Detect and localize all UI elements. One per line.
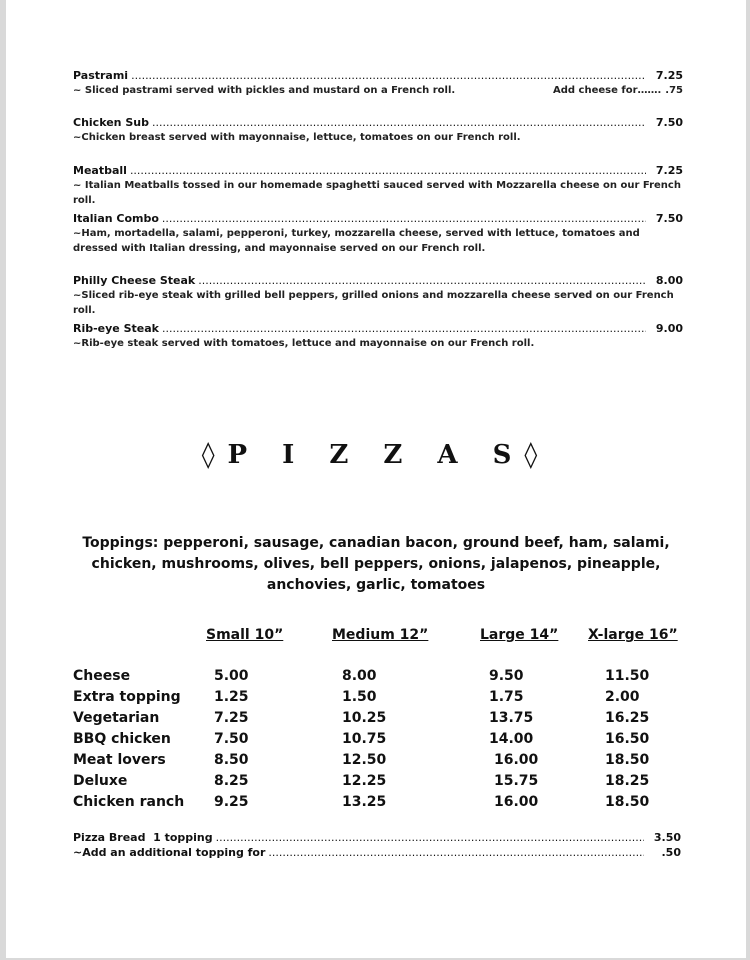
- price-small: 8.25: [214, 773, 249, 789]
- pizza-name: Extra topping: [73, 689, 181, 705]
- item-price: 7.25: [655, 164, 683, 177]
- price-small: 5.00: [214, 668, 249, 684]
- price-small: 1.25: [214, 689, 249, 705]
- price-large: 14.00: [489, 731, 534, 747]
- price-xlarge: 11.50: [605, 668, 650, 684]
- price-large: 13.75: [489, 710, 534, 726]
- item-price: 8.00: [655, 274, 683, 287]
- item-description: ~Sliced rib-eye steak with grilled bell peppers, grilled onions and mozzarella cheese served on our French roll.: [73, 290, 674, 316]
- item-price: 7.25: [655, 69, 683, 82]
- price-large: 9.50: [489, 668, 524, 684]
- price-medium: 13.25: [342, 794, 387, 810]
- menu-item-chicken-sub: [73, 115, 683, 145]
- item-price: 7.50: [655, 116, 683, 129]
- menu-page: [6, 0, 746, 958]
- size-header-xlarge: X-large 16”: [588, 627, 678, 643]
- price-medium: 12.50: [342, 752, 387, 768]
- price-xlarge: 2.00: [605, 689, 640, 705]
- price-large: 1.75: [489, 689, 524, 705]
- size-header-large: Large 14”: [480, 627, 559, 643]
- menu-item-italian-combo: [73, 211, 683, 256]
- extra-label: Add cheese for…….: [553, 85, 662, 96]
- price-medium: 10.75: [342, 731, 387, 747]
- pizzas-heading: ◊P I Z Z A S◊: [201, 440, 551, 470]
- extra-price: .75: [665, 85, 683, 96]
- item-name: Italian Combo: [73, 212, 159, 225]
- pizza-name: Vegetarian: [73, 710, 160, 726]
- item-description: ~Chicken breast served with mayonnaise, lettuce, tomatoes on our French roll.: [73, 132, 521, 143]
- item-description: ~Rib-eye steak served with tomatoes, lettuce and mayonnaise on our French roll.: [73, 338, 535, 349]
- pizza-bread-price: 3.50: [653, 831, 681, 844]
- pizza-name: Deluxe: [73, 773, 128, 789]
- additional-topping-label: ~Add an additional topping for: [73, 846, 266, 859]
- price-xlarge: 16.25: [605, 710, 650, 726]
- menu-item-rib-eye-steak: [73, 321, 683, 351]
- size-header-medium: Medium 12”: [332, 627, 429, 643]
- price-large: 16.00: [494, 794, 539, 810]
- price-small: 7.50: [214, 731, 249, 747]
- price-medium: 10.25: [342, 710, 387, 726]
- additional-topping-price: .50: [661, 846, 681, 859]
- item-price: 9.00: [655, 322, 683, 335]
- item-name: Pastrami: [73, 69, 129, 82]
- item-name: Meatball: [73, 164, 127, 177]
- item-name: Philly Cheese Steak: [73, 274, 196, 287]
- pizza-name: Meat lovers: [73, 752, 166, 768]
- price-medium: 8.00: [342, 668, 377, 684]
- item-description: ~Ham, mortadella, salami, pepperoni, turkey, mozzarella cheese, served with lettuce, tomatoes and dressed with Italian dressing, and mayonnaise served on our French roll.: [73, 228, 640, 254]
- pizza-bread-section: [73, 830, 681, 860]
- item-price: 7.50: [655, 212, 683, 225]
- item-name: Chicken Sub: [73, 116, 149, 129]
- price-xlarge: 18.50: [605, 752, 650, 768]
- price-small: 7.25: [214, 710, 249, 726]
- price-large: 16.00: [494, 752, 539, 768]
- price-xlarge: 18.25: [605, 773, 650, 789]
- item-name: Rib-eye Steak: [73, 322, 159, 335]
- pizza-name: BBQ chicken: [73, 731, 171, 747]
- menu-item-philly-cheese-steak: [73, 273, 683, 318]
- price-large: 15.75: [494, 773, 539, 789]
- pizza-bread-label: Pizza Bread 1 topping: [73, 831, 213, 844]
- item-description: ~ Sliced pastrami served with pickles and mustard on a French roll.: [73, 85, 456, 96]
- price-medium: 12.25: [342, 773, 387, 789]
- item-description: ~ Italian Meatballs tossed in our homemade spaghetti sauced served with Mozzarella cheese on our French roll.: [73, 180, 681, 206]
- size-header-small: Small 10”: [206, 627, 284, 643]
- price-xlarge: 16.50: [605, 731, 650, 747]
- pizza-name: Chicken ranch: [73, 794, 185, 810]
- price-small: 9.25: [214, 794, 249, 810]
- pizza-toppings: Toppings: pepperoni, sausage, canadian bacon, ground beef, ham, salami, chicken, mushrooms, olives, bell peppers, onions, jalapenos, pineapple, anchovies, garlic, tomatoes: [82, 535, 670, 593]
- pizza-name: Cheese: [73, 668, 131, 684]
- menu-item-pastrami: [73, 68, 683, 98]
- menu-item-meatball: [73, 163, 683, 208]
- price-small: 8.50: [214, 752, 249, 768]
- price-medium: 1.50: [342, 689, 377, 705]
- price-xlarge: 18.50: [605, 794, 650, 810]
